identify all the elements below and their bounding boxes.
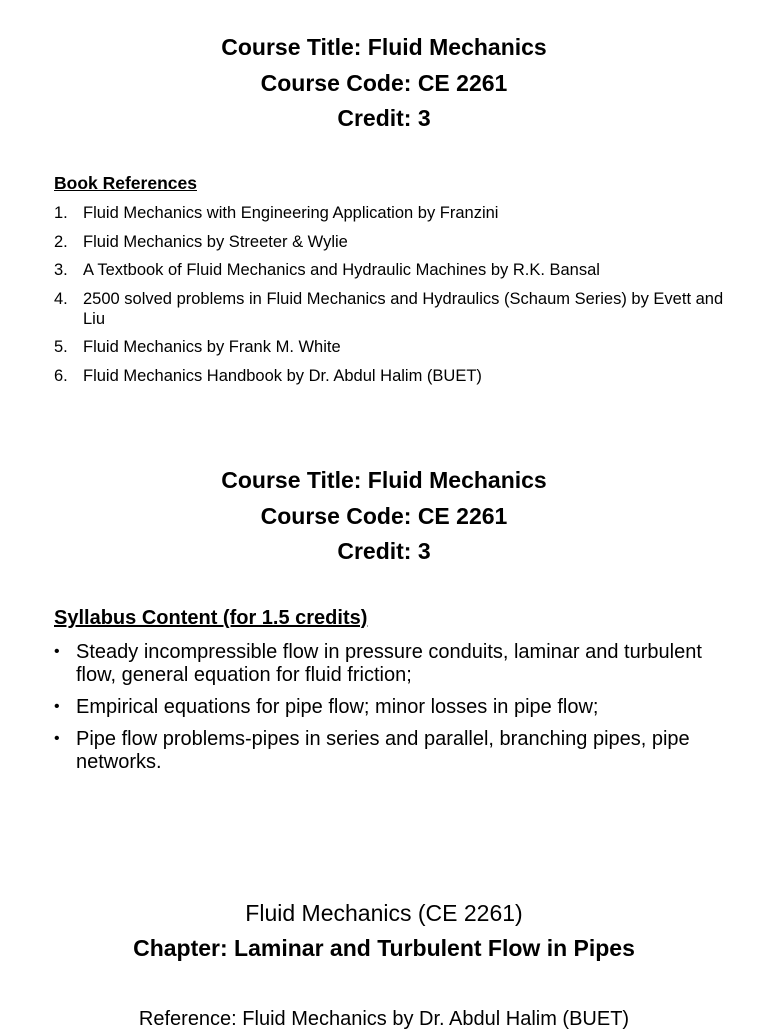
list-item: [54, 260, 734, 280]
list-item: [54, 641, 734, 687]
bullet-marker: •: [54, 730, 60, 747]
syllabus-text: Pipe flow problems-pipes in series and parallel, branching pipes, pipe networks.: [76, 728, 690, 773]
list-number: 4.: [54, 289, 68, 308]
course-code: Course Code: CE 2261: [260, 502, 508, 529]
list-item: [54, 203, 734, 223]
list-item: [54, 728, 734, 774]
slide3-reference: [0, 1007, 768, 1031]
list-item: [54, 232, 734, 252]
book-title: A Textbook of Fluid Mechanics and Hydraulic Machines by R.K. Bansal: [83, 261, 600, 279]
book-title: 2500 solved problems in Fluid Mechanics and Hydraulics (Schaum Series) by Evett and Liu: [83, 289, 724, 328]
course-code: Course Code: CE 2261: [260, 69, 508, 96]
syllabus-content-heading: Syllabus Content (for 1.5 credits): [54, 607, 368, 629]
syllabus-text: Empirical equations for pipe flow; minor losses in pipe flow;: [76, 696, 599, 718]
syllabus-list: [54, 641, 734, 783]
list-number: 3.: [54, 261, 68, 279]
bullet-marker: •: [54, 698, 60, 715]
book-title: Fluid Mechanics by Streeter & Wylie: [83, 232, 348, 251]
bullet-marker: •: [54, 643, 60, 660]
chapter-title: Chapter: Laminar and Turbulent Flow in Pipes: [133, 935, 635, 961]
slide1-heading: [0, 30, 768, 137]
list-item: [54, 366, 734, 386]
list-number: 1.: [54, 204, 68, 222]
syllabus-text: Steady incompressible flow in pressure conduits, laminar and turbulent flow, general equation for fluid friction;: [76, 641, 702, 686]
book-references-heading: Book References: [54, 173, 197, 193]
list-item: [54, 337, 734, 357]
course-credit: Credit: 3: [337, 105, 431, 131]
reference-text: Reference: Fluid Mechanics by Dr. Abdul Halim (BUET): [138, 1008, 630, 1030]
list-number: 6.: [54, 366, 68, 385]
list-number: 2.: [54, 232, 68, 251]
list-number: 5.: [54, 338, 68, 356]
course-name: Fluid Mechanics (CE 2261): [245, 900, 523, 926]
list-item: [54, 289, 734, 329]
book-title: Fluid Mechanics with Engineering Application by Franzini: [83, 204, 499, 222]
course-title: Course Title: Fluid Mechanics: [221, 467, 547, 493]
book-title: Fluid Mechanics Handbook by Dr. Abdul Halim (BUET): [83, 366, 482, 385]
slide3-heading: [0, 896, 768, 966]
slide2-heading: [0, 463, 768, 570]
course-title: Course Title: Fluid Mechanics: [221, 34, 547, 60]
book-references-list: [54, 203, 734, 394]
book-title: Fluid Mechanics by Frank M. White: [83, 338, 341, 356]
course-credit: Credit: 3: [337, 538, 431, 564]
list-item: [54, 696, 734, 719]
